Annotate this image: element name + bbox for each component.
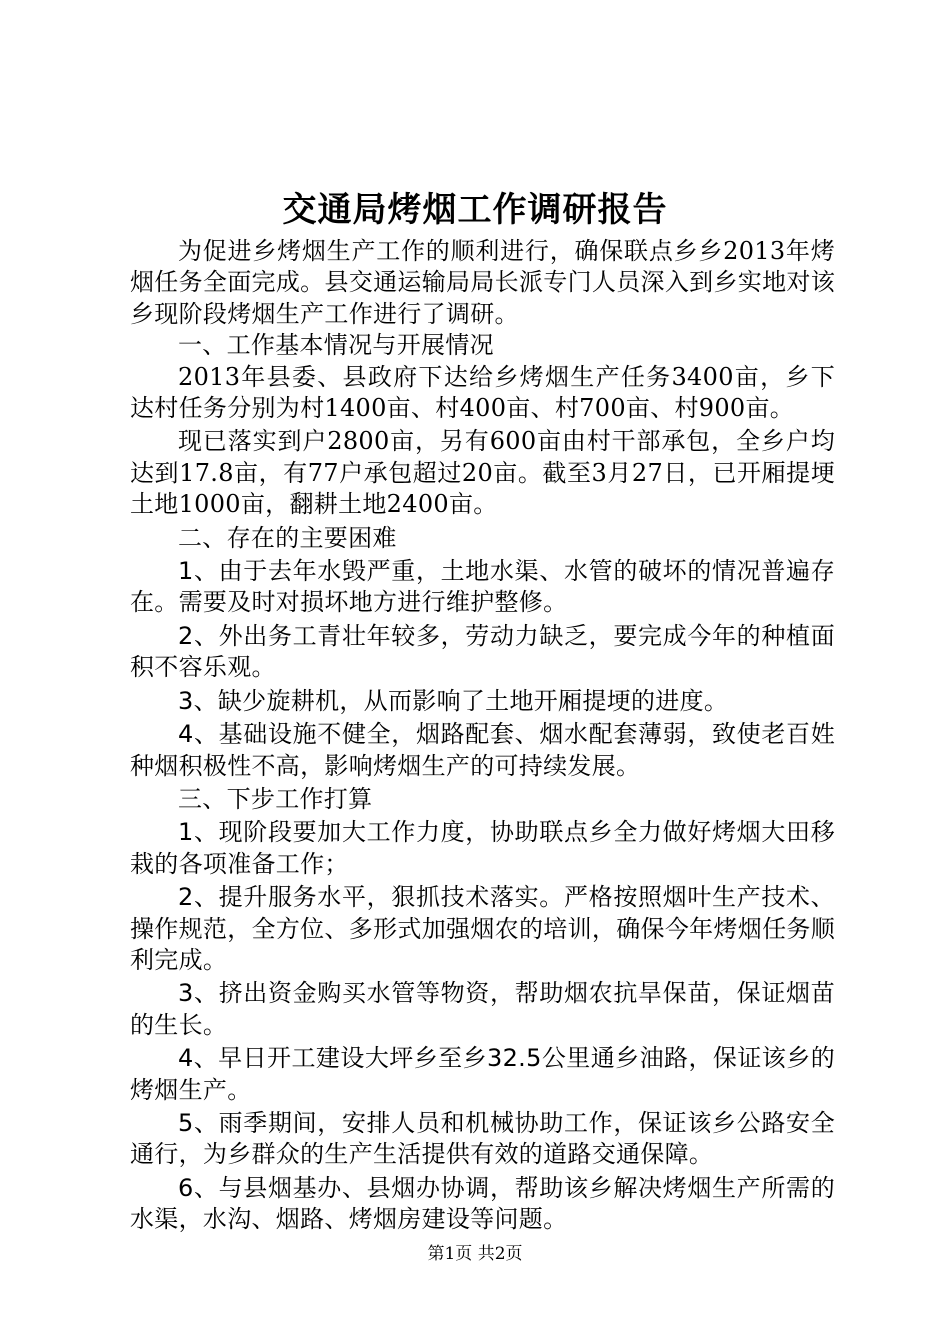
document-title: 交通局烤烟工作调研报告 xyxy=(282,190,668,230)
plan-item-3: 3、挤出资金购买水管等物资，帮助烟农抗旱保苗，保证烟苗的生长。 xyxy=(130,979,835,1039)
section-heading-3: 三、下步工作打算 xyxy=(178,784,373,813)
difficulty-item-4: 4、基础设施不健全，烟路配套、烟水配套薄弱，致使老百姓种烟积极性不高，影响烤烟生产的可持续发展。 xyxy=(130,720,835,780)
page-number-footer: 第1页 共2页 xyxy=(427,1244,523,1264)
document-body xyxy=(130,236,835,1236)
plan-item-6: 6、与县烟基办、县烟办协调，帮助该乡解决烤烟生产所需的水渠，水沟、烟路、烤烟房建设等问题。 xyxy=(130,1173,835,1234)
plan-item-5: 5、雨季期间，安排人员和机械协助工作，保证该乡公路安全通行，为乡群众的生产生活提供有效的道路交通保障。 xyxy=(130,1108,835,1169)
paragraph-task-allocation: 2013年县委、县政府下达给乡烤烟生产任务3400亩，乡下达村任务分别为村1400亩、村400亩、村700亩、村900亩。 xyxy=(130,362,835,423)
paragraph-progress: 现已落实到户2800亩，另有600亩由村干部承包，全乡户均达到17.8亩，有77户承包超过20亩。截至3月27日，已开厢提埂土地1000亩，翻耕土地2400亩。 xyxy=(130,427,835,519)
intro-paragraph: 为促进乡烤烟生产工作的顺利进行，确保联点乡乡2013年烤烟任务全面完成。县交通运输局局长派专门人员深入到乡实地对该乡现阶段烤烟生产工作进行了调研。 xyxy=(130,237,835,328)
difficulty-item-1 xyxy=(130,556,835,619)
difficulty-item-1-note: 需要及时对损坏地方进行维护整修。 xyxy=(178,588,568,617)
plan-item-1: 1、现阶段要加大工作力度，协助联点乡全力做好烤烟大田移栽的各项准备工作； xyxy=(130,818,835,878)
plan-item-2-main: 2、提升服务水平，狠抓技术落实。 xyxy=(178,883,564,912)
section-heading-1: 一、工作基本情况与开展情况 xyxy=(178,331,494,360)
difficulty-item-1-main: 1、由于去年水毁严重，土地水渠、水管的破坏的情况普遍存在。 xyxy=(130,557,835,617)
plan-item-2 xyxy=(130,882,835,976)
plan-item-4: 4、早日开工建设大坪乡至乡32.5公里通乡油路，保证该乡的烤烟生产。 xyxy=(130,1044,835,1104)
difficulty-item-2: 2、外出务工青壮年较多，劳动力缺乏，要完成今年的种植面积不容乐观。 xyxy=(130,621,835,682)
section-heading-2: 二、存在的主要困难 xyxy=(178,523,397,552)
difficulty-item-3: 3、缺少旋耕机，从而影响了土地开厢提埂的进度。 xyxy=(178,686,729,715)
plan-item-2-note: 严格按照烟叶生产技术、操作规范，全方位、多形式加强烟农的培训，确保今年烤烟任务顺利完成。 xyxy=(130,883,835,974)
